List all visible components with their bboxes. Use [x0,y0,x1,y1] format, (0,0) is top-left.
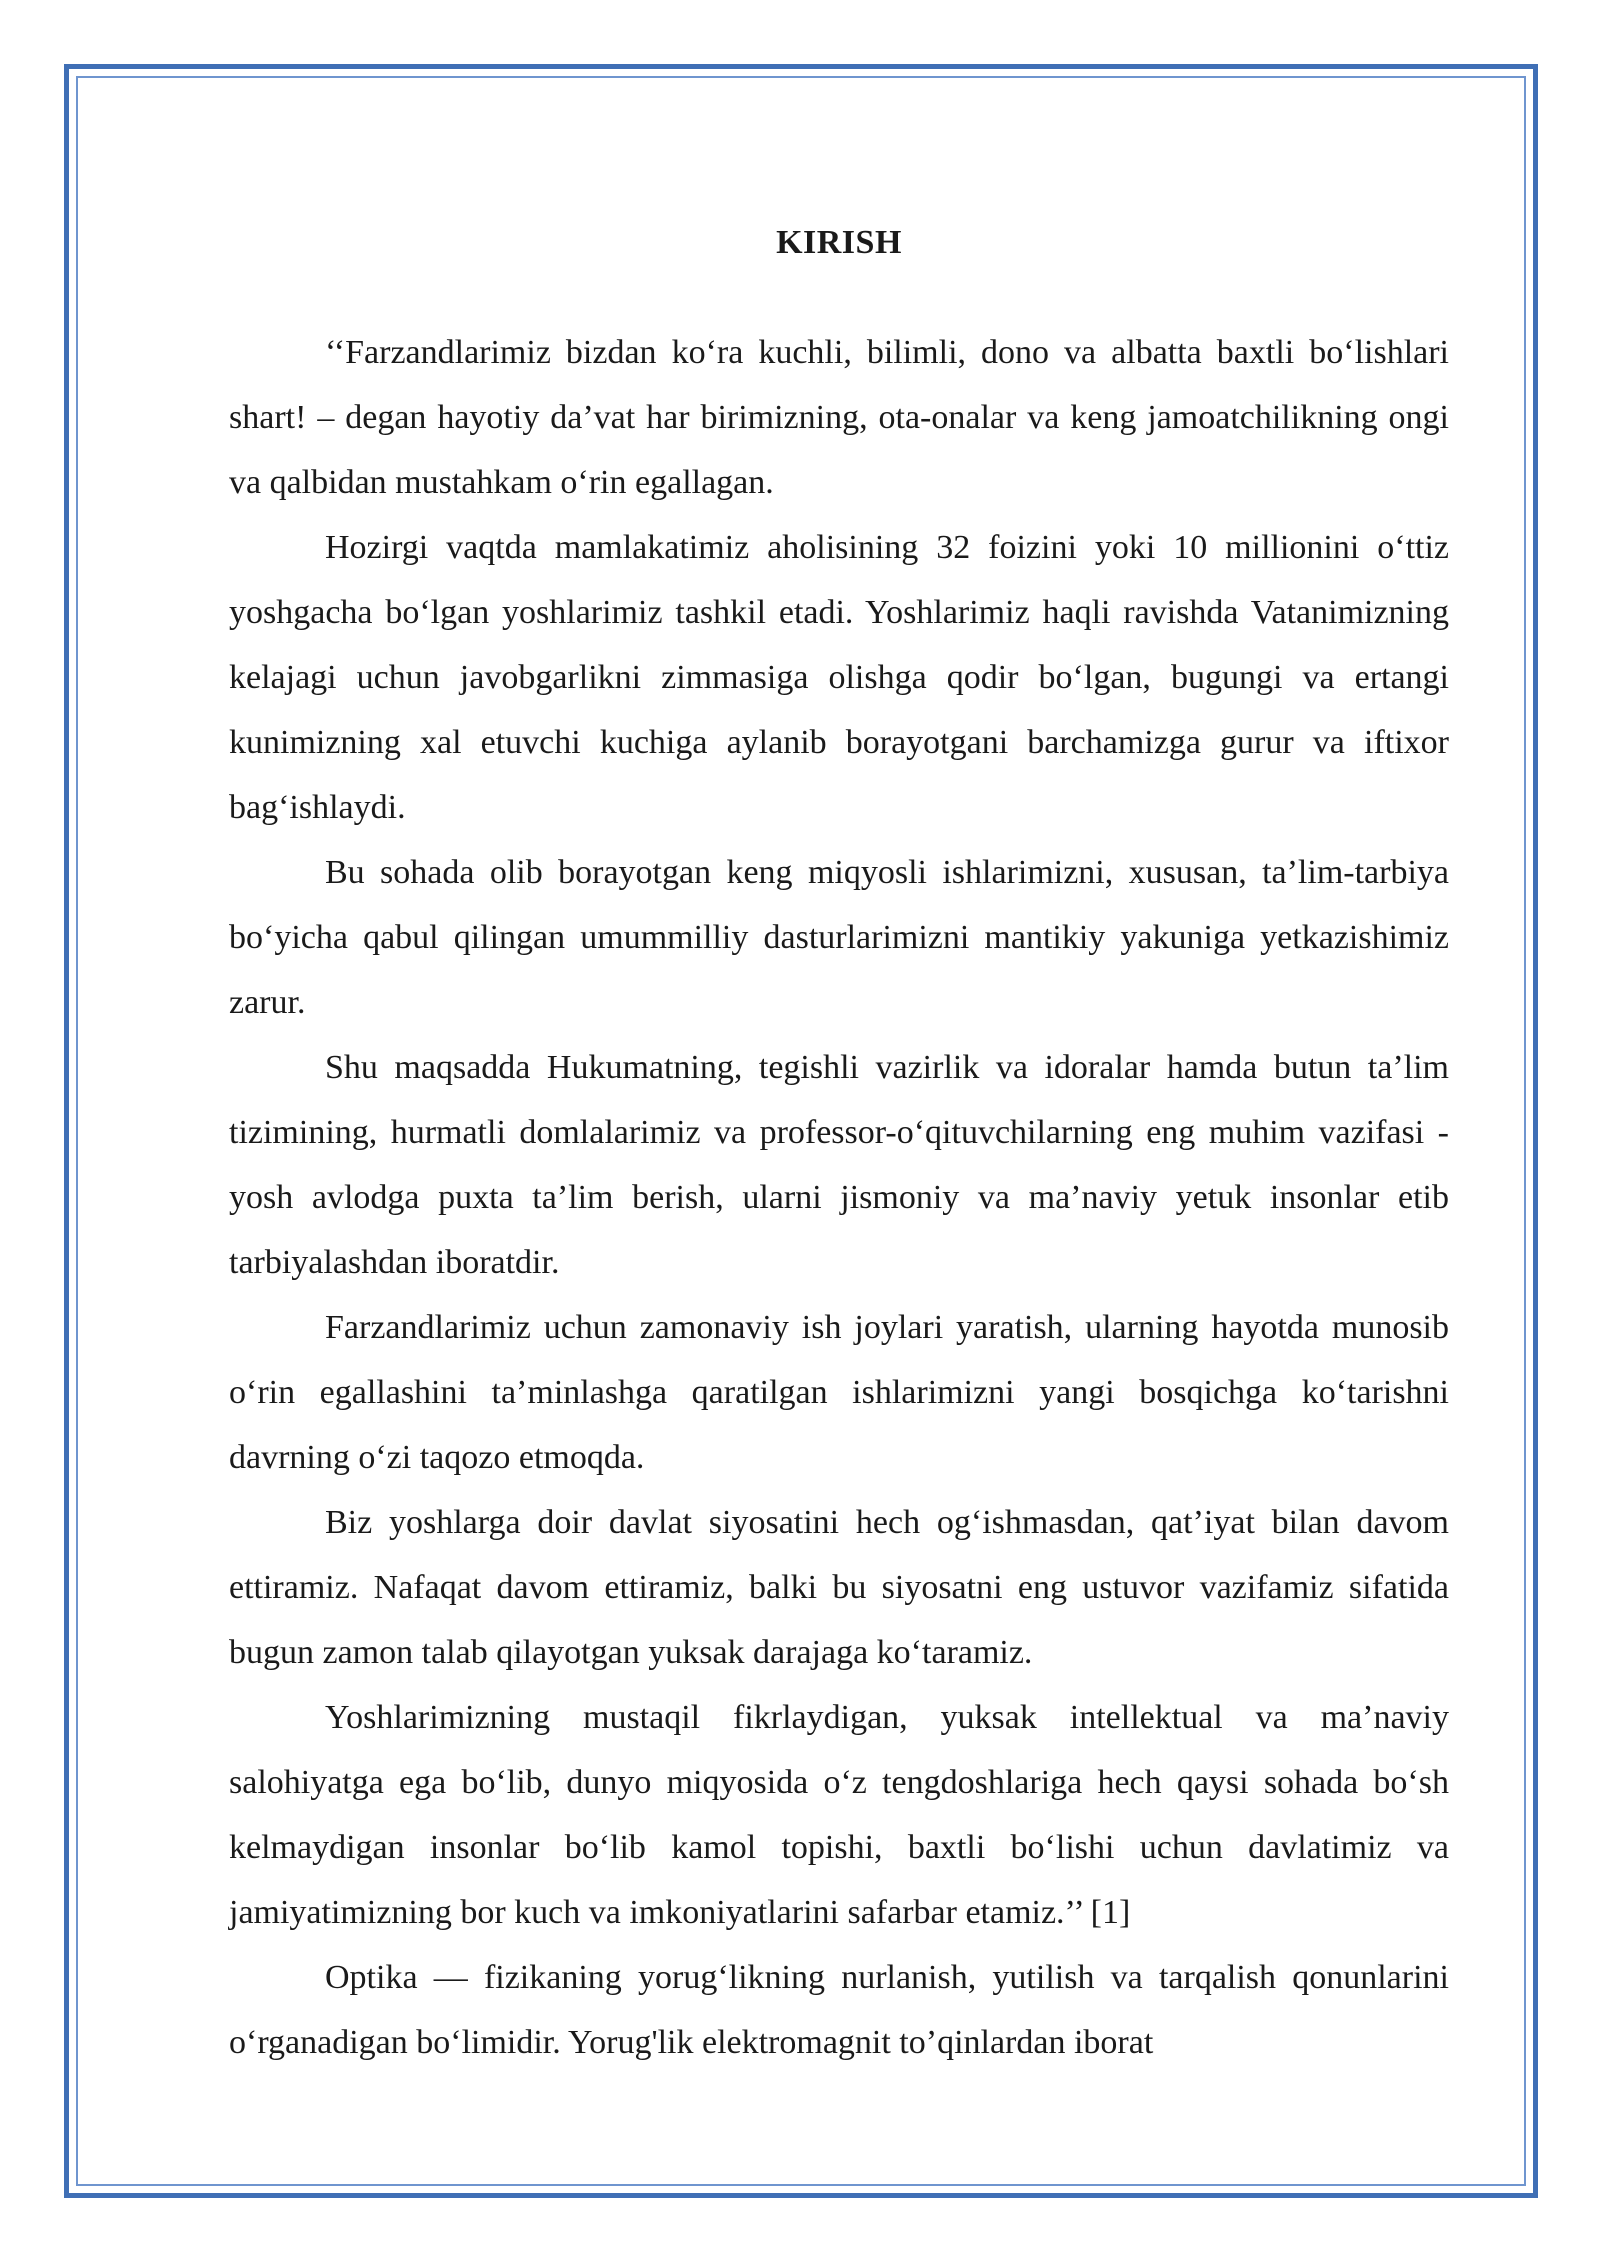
paragraph-1: ‘‘Farzandlarimiz bizdan ko‘ra kuchli, bilimli, dono va albatta baxtli bo‘lishlari shart! – degan hayotiy da’vat har birimizning, ota-onalar va keng jamoatchilikning ongi va qalbidan mustahkam o‘rin egallagan. [229,334,1449,501]
paragraph-3: Bu sohada olib borayotgan keng miqyosli ishlarimizni, xususan, ta’lim-tarbiya bo‘yicha qabul qilingan umummilliy dasturlarimizni mantikiy yakuniga yetkazishimiz zarur. [229,854,1449,1021]
paragraph-7: Yoshlarimizning mustaqil fikrlaydigan, yuksak intellektual va ma’naviy salohiyatga ega bo‘lib, dunyo miqyosida o‘z tengdoshlariga hech qaysi sohada bo‘sh kelmaydigan insonlar bo‘lib kamol topishi, baxtli bo‘lishi uchun davlatimiz va jamiyatimizning bor kuch va imkoniyatlarini safarbar etamiz.’’ [1] [229,1699,1449,1931]
paragraph-2: Hozirgi vaqtda mamlakatimiz aholisining 32 foizini yoki 10 millionini o‘ttiz yoshgacha bo‘lgan yoshlarimiz tashkil etadi. Yoshlarimiz haqli ravishda Vatanimizning kelajagi uchun javobgarlikni zimmasiga olishga qodir bo‘lgan, bugungi va ertangi kunimizning xal etuvchi kuchiga aylanib borayotgani barchamizga gurur va iftixor bag‘ishlaydi. [229,529,1449,826]
document-body [229,210,1449,2075]
document-title: KIRISH [776,224,902,261]
paragraph-4: Shu maqsadda Hukumatning, tegishli vazirlik va idoralar hamda butun ta’lim tizimining, hurmatli domlalarimiz va professor-o‘qituvchilarning eng muhim vazifasi - yosh avlodga puxta ta’lim berish, ularni jismoniy va ma’naviy yetuk insonlar etib tarbiyalashdan iboratdir. [229,1049,1449,1281]
paragraph-6: Biz yoshlarga doir davlat siyosatini hech og‘ishmasdan, qat’iyat bilan davom ettiramiz. Nafaqat davom ettiramiz, balki bu siyosatni eng ustuvor vazifamiz sifatida bugun zamon talab qilayotgan yuksak darajaga ko‘taramiz. [229,1504,1449,1671]
paragraph-5: Farzandlarimiz uchun zamonaviy ish joylari yaratish, ularning hayotda munosib o‘rin egallashini ta’minlashga qaratilgan ishlarimizni yangi bosqichga ko‘tarishni davrning o‘zi taqozo etmoqda. [229,1309,1449,1476]
paragraph-8: Optika — fizikaning yorug‘likning nurlanish, yutilish va tarqalish qonunlarini o‘rganadigan bo‘limidir. Yorug'lik elektromagnit to’qinlardan iborat [229,1959,1449,2061]
